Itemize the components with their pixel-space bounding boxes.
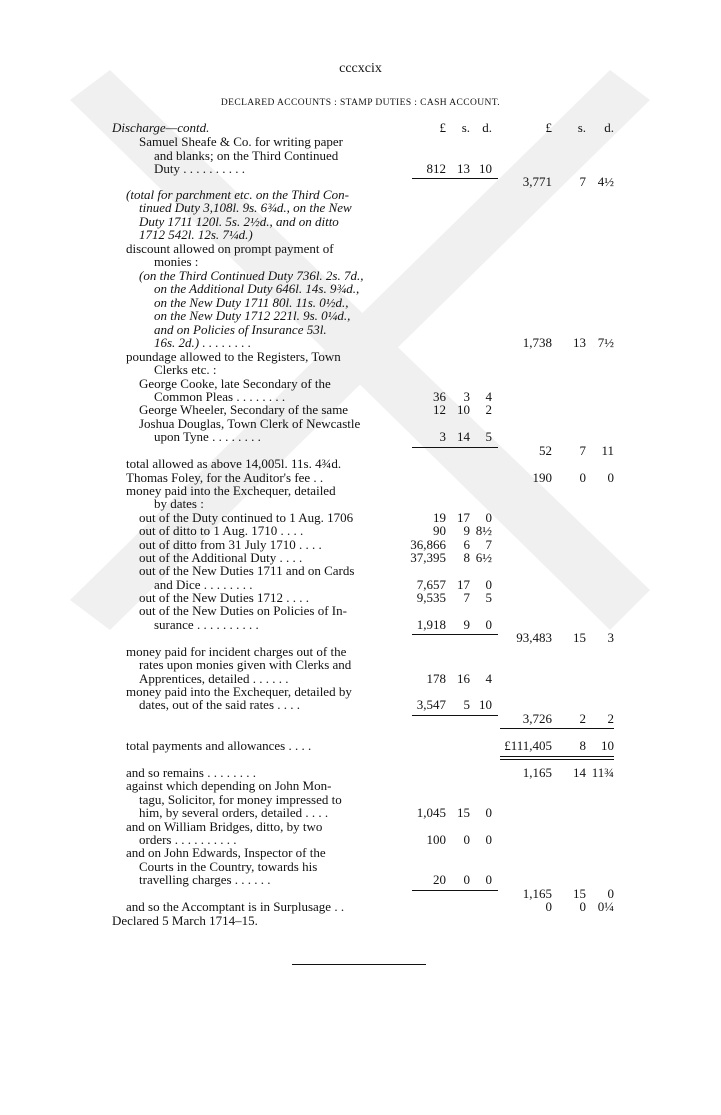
text-line: and on William Bridges, ditto, by two [126, 819, 323, 834]
inner-pence: 10 [479, 697, 492, 712]
inner-shillings: 5 [463, 697, 470, 712]
rule-footer [292, 964, 426, 965]
inner-pounds: 12 [433, 402, 446, 417]
outer-shilling-heading: s. [577, 120, 586, 135]
text-line: and so remains . . . . . . . . [126, 765, 256, 780]
text-line: on the New Duty 1712 221l. 9s. 0¼d., [154, 308, 351, 323]
inner-pence: 0 [485, 510, 492, 525]
inner-shillings: 0 [463, 872, 470, 887]
inner-pence: 0 [485, 832, 492, 847]
text-line: and on John Edwards, Inspector of the [126, 845, 326, 860]
inner-pounds: 90 [433, 523, 446, 538]
text-line: travelling charges . . . . . . [139, 872, 271, 887]
inner-pence: 10 [479, 161, 492, 176]
inner-shillings: 15 [457, 805, 470, 820]
text-line: 16s. 2d.) . . . . . . . . [154, 335, 252, 350]
text-line: orders . . . . . . . . . . [139, 832, 237, 847]
text-line: dates, out of the said rates . . . . [139, 697, 301, 712]
text-line: out of ditto to 1 Aug. 1710 . . . . [139, 523, 304, 538]
text-line: total allowed as above 14,005l. 11s. 4¾d. [126, 456, 342, 471]
inner-pence: 7 [485, 537, 492, 552]
outer-pounds: 3,726 [522, 711, 552, 726]
rule-inner-1 [412, 178, 498, 179]
outer-shillings: 0 [579, 899, 586, 914]
text-line: and blanks; on the Third Continued [154, 148, 339, 163]
text-line: Courts in the Country, towards his [139, 859, 318, 874]
outer-shillings: 0 [579, 470, 586, 485]
outer-pounds: £111,405 [504, 738, 552, 753]
inner-shillings: 3 [463, 389, 470, 404]
text-line: out of the New Duties 1711 and on Cards [139, 563, 355, 578]
text-line: poundage allowed to the Registers, Town [126, 349, 341, 364]
outer-pounds: 1,165 [522, 765, 552, 780]
inner-shillings: 17 [457, 577, 470, 592]
outer-shillings: 7 [579, 443, 586, 458]
text-line: out of the Additional Duty . . . . [139, 550, 303, 565]
text-line: tagu, Solicitor, for money impressed to [139, 792, 342, 807]
outer-pound-heading: £ [545, 120, 552, 135]
outer-pence: 7½ [597, 335, 614, 350]
text-line: out of the New Duties on Policies of In- [139, 603, 347, 618]
rule-outer-double [500, 756, 614, 760]
rule-inner-2 [412, 447, 498, 448]
inner-pence: 0 [485, 805, 492, 820]
inner-pence-heading: d. [482, 120, 492, 135]
outer-shillings: 15 [573, 886, 586, 901]
running-title: DECLARED ACCOUNTS : STAMP DUTIES : CASH ACCOUNT. [220, 98, 501, 108]
inner-shillings: 0 [463, 832, 470, 847]
inner-pence: 2 [485, 402, 492, 417]
text-line: total payments and allowances . . . . [126, 738, 312, 753]
outer-pounds: 190 [532, 470, 552, 485]
text-line: Clerks etc. : [154, 362, 217, 377]
outer-pence: 11¾ [591, 765, 614, 780]
outer-pounds: 52 [539, 443, 552, 458]
inner-shillings: 13 [457, 161, 470, 176]
outer-shillings: 7 [579, 174, 586, 189]
text-line: out of the Duty continued to 1 Aug. 1706 [139, 510, 354, 525]
text-line: monies : [154, 254, 199, 269]
text-line: on the New Duty 1711 80l. 11s. 0½d., [154, 295, 349, 310]
inner-pounds: 19 [433, 510, 446, 525]
inner-pounds: 178 [426, 671, 446, 686]
text-line: Duty 1711 120l. 5s. 2½d., and on ditto [139, 214, 339, 229]
inner-pounds: 37,395 [410, 550, 446, 565]
inner-pence: 0 [485, 872, 492, 887]
outer-pence: 11 [601, 443, 614, 458]
outer-pence: 0¼ [597, 899, 614, 914]
text-line: out of the New Duties 1712 . . . . [139, 590, 310, 605]
text-line: Duty . . . . . . . . . . [154, 161, 245, 176]
inner-shillings: 6 [463, 537, 470, 552]
text-line: Samuel Sheafe & Co. for writing paper [139, 134, 343, 149]
outer-pounds: 1,165 [522, 886, 552, 901]
rule-inner-3 [412, 634, 498, 635]
outer-pence: 3 [607, 630, 614, 645]
inner-shillings: 16 [457, 671, 470, 686]
outer-pence: 0 [607, 470, 614, 485]
text-line: on the Additional Duty 646l. 14s. 9¾d., [154, 281, 360, 296]
outer-pence: 0 [607, 886, 614, 901]
text-line: Thomas Foley, for the Auditor's fee . . [126, 470, 324, 485]
text-line: rates upon monies given with Clerks and [139, 657, 352, 672]
inner-pence: 0 [485, 577, 492, 592]
inner-shillings: 17 [457, 510, 470, 525]
inner-shillings: 9 [463, 523, 470, 538]
outer-shillings: 15 [573, 630, 586, 645]
text-line: Joshua Douglas, Town Clerk of Newcastle [139, 416, 361, 431]
rule-inner-5 [412, 890, 498, 891]
outer-pence-heading: d. [604, 120, 614, 135]
text-line: him, by several orders, detailed . . . . [139, 805, 329, 820]
text-line: by dates : [154, 496, 204, 511]
text-line: money paid into the Exchequer, detailed [126, 483, 336, 498]
outer-pounds: 3,771 [522, 174, 552, 189]
inner-pence: 4 [485, 671, 492, 686]
inner-shillings: 7 [463, 590, 470, 605]
text-line: upon Tyne . . . . . . . . [154, 429, 261, 444]
text-line: money paid into the Exchequer, detailed by [126, 684, 352, 699]
inner-pence: 0 [485, 617, 492, 632]
inner-pounds: 36,866 [410, 537, 446, 552]
inner-pounds: 812 [426, 161, 446, 176]
outer-shillings: 2 [579, 711, 586, 726]
outer-pence: 10 [601, 738, 614, 753]
outer-pence: 4½ [597, 174, 614, 189]
text-line: and Dice . . . . . . . . [154, 577, 253, 592]
inner-shillings: 10 [457, 402, 470, 417]
outer-pounds: 93,483 [516, 630, 552, 645]
inner-pence: 4 [485, 389, 492, 404]
outer-pounds: 1,738 [522, 335, 552, 350]
text-line: tinued Duty 3,108l. 9s. 6¾d., on the New [139, 200, 352, 215]
text-line: surance . . . . . . . . . . [154, 617, 259, 632]
text-line: George Wheeler, Secondary of the same [139, 402, 349, 417]
text-line: (on the Third Continued Duty 736l. 2s. 7d., [139, 268, 364, 283]
text-line: money paid for incident charges out of the [126, 644, 347, 659]
inner-pounds: 3,547 [416, 697, 446, 712]
inner-pound-heading: £ [439, 120, 446, 135]
text-line: and so the Accomptant is in Surplusage . . [126, 899, 345, 914]
inner-pounds: 1,918 [416, 617, 446, 632]
text-line: 1712 542l. 12s. 7¼d.) [139, 227, 253, 242]
rule-inner-4 [412, 715, 498, 716]
page-number: cccxcix [339, 61, 382, 76]
text-line: Declared 5 March 1714–15. [112, 913, 258, 928]
inner-pounds: 36 [433, 389, 446, 404]
inner-pounds: 9,535 [416, 590, 446, 605]
text-line: Apprentices, detailed . . . . . . [139, 671, 289, 686]
inner-pence: 5 [485, 429, 492, 444]
text-line: George Cooke, late Secondary of the [139, 376, 331, 391]
text-line: discount allowed on prompt payment of [126, 241, 334, 256]
inner-shilling-heading: s. [461, 120, 470, 135]
inner-pounds: 100 [426, 832, 446, 847]
text-line: Common Pleas . . . . . . . . [154, 389, 286, 404]
inner-pence: 6½ [475, 550, 492, 565]
outer-pence: 2 [607, 711, 614, 726]
inner-shillings: 14 [457, 429, 470, 444]
inner-pence: 8½ [475, 523, 492, 538]
text-line: out of ditto from 31 July 1710 . . . . [139, 537, 322, 552]
inner-pounds: 1,045 [416, 805, 446, 820]
text-line: against which depending on John Mon- [126, 778, 332, 793]
rule-outer-1 [500, 728, 614, 729]
inner-shillings: 9 [463, 617, 470, 632]
outer-shillings: 8 [579, 738, 586, 753]
inner-pence: 5 [485, 590, 492, 605]
text-line: (total for parchment etc. on the Third Con- [126, 187, 349, 202]
inner-shillings: 8 [463, 550, 470, 565]
outer-shillings: 13 [573, 335, 586, 350]
text-line: and on Policies of Insurance 53l. [154, 322, 327, 337]
outer-shillings: 14 [573, 765, 586, 780]
inner-pounds: 7,657 [416, 577, 446, 592]
outer-pounds: 0 [545, 899, 552, 914]
text-line: Discharge—contd. [112, 120, 210, 135]
inner-pounds: 20 [433, 872, 446, 887]
inner-pounds: 3 [439, 429, 446, 444]
